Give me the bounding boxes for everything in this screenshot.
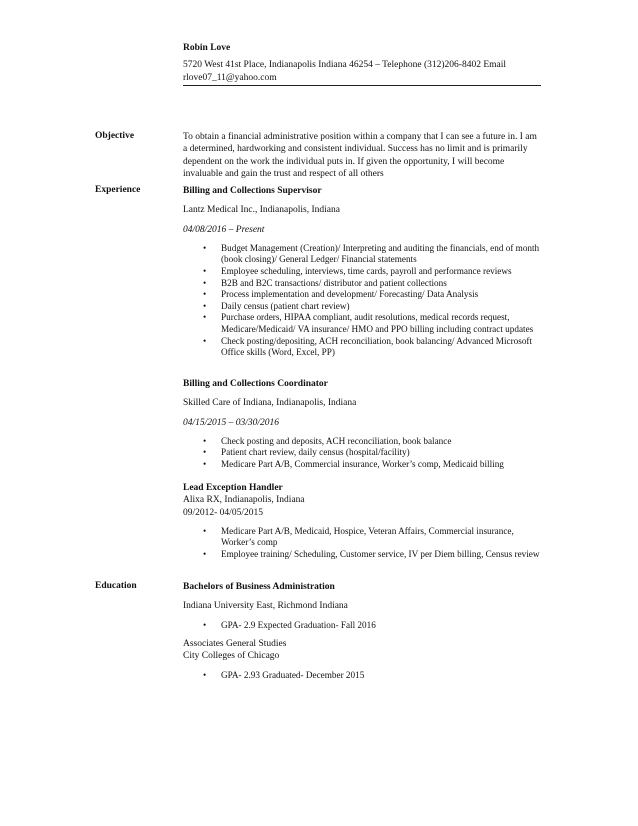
list-item: • GPA- 2.9 Expected Graduation- Fall 2016 (203, 619, 376, 630)
job-entry (183, 378, 543, 471)
education-details (183, 620, 543, 632)
contact-info: 5720 West 41st Place, Indianapolis Indiana 46254 – Telephone (312)206-8402 Email rlove07_11@yahoo.com (183, 60, 507, 83)
job-company: Alixa RX, Indianapolis, Indiana (183, 495, 305, 506)
bullet-icon: • (203, 459, 207, 470)
list-item: • Purchase orders, HIPAA compliant, audit resolutions, medical records request, Medicare/Medicaid/ VA insurance/ HMO and PPO billing including contract updates (203, 312, 534, 335)
bullet-icon: • (203, 525, 207, 536)
education-label: Education (95, 581, 137, 591)
bullet-icon: • (203, 549, 207, 560)
header-divider (183, 85, 541, 86)
bullet-icon: • (203, 435, 207, 446)
job-entry (183, 185, 543, 359)
job-title: Billing and Collections Coordinator (183, 379, 328, 389)
list-item: • Check posting/depositing, ACH reconciliation, book balancing/ Advanced Microsoft Office skills (Word, Excel, PP) (203, 335, 533, 358)
bullet-icon: • (203, 619, 207, 630)
objective-label: Objective (95, 131, 135, 141)
bullet-icon: • (203, 335, 207, 346)
list-item: • Check posting and deposits, ACH reconciliation, book balance (203, 435, 452, 446)
job-dates: 04/08/2016 – Present (183, 224, 265, 235)
job-duties (183, 243, 543, 359)
list-item: • Employee scheduling, interviews, time cards, payroll and performance reviews (203, 266, 512, 277)
experience-label: Experience (95, 185, 141, 195)
bullet-icon: • (203, 289, 207, 300)
school-name-2: City Colleges of Chicago (183, 651, 280, 662)
list-item: • B2B and B2C transactions/ distributor and patient collections (203, 277, 447, 288)
list-item: • Patient chart review, daily census (hospital/facility) (203, 447, 410, 458)
degree-title: Bachelors of Business Administration (183, 582, 335, 592)
job-title: Lead Exception Handler (183, 483, 283, 493)
bullet-icon: • (203, 300, 207, 311)
applicant-name: Robin Love (183, 43, 231, 53)
list-item: • Medicare Part A/B, Commercial insurance, Worker’s comp, Medicaid billing (203, 459, 504, 470)
list-item: • GPA- 2.93 Graduated- December 2015 (203, 669, 365, 680)
job-company: Skilled Care of Indiana, Indianapolis, Indiana (183, 398, 357, 409)
bullet-icon: • (203, 277, 207, 288)
job-entry (183, 482, 543, 561)
bullet-icon: • (203, 312, 207, 323)
list-item: • Employee training/ Scheduling, Customer service, IV per Diem billing, Census review (203, 549, 540, 560)
job-duties (183, 526, 543, 561)
education-entry (183, 581, 543, 681)
job-company: Lantz Medical Inc., Indianapolis, Indiana (183, 205, 340, 216)
job-title: Billing and Collections Supervisor (183, 186, 322, 196)
bullet-icon: • (203, 669, 207, 680)
bullet-icon: • (203, 242, 207, 253)
list-item: • Budget Management (Creation)/ Interpreting and auditing the financials, end of month (book closing)/ General Ledger/ Financial statements (203, 242, 540, 265)
bullet-icon: • (203, 447, 207, 458)
list-item: • Process implementation and development/ Forecasting/ Data Analysis (203, 289, 479, 300)
objective-text: To obtain a financial administrative position within a company that I can see a future in. I am a determined, hardworking and consistent individual. Success has no limit and is primarily dependent on the work the individual puts in. If given the opportunity, I will become invaluable and gain the trust and respect of all others (183, 132, 537, 179)
bullet-icon: • (203, 266, 207, 277)
job-dates: 04/15/2015 – 03/30/2016 (183, 417, 280, 428)
list-item: • Daily census (patient chart review) (203, 300, 350, 311)
list-item: • Medicare Part A/B, Medicaid, Hospice, Veteran Affairs, Commercial insurance, Worker’s comp (203, 525, 514, 548)
school-name: Indiana University East, Richmond Indiana (183, 601, 348, 612)
job-duties (183, 436, 543, 471)
education-details-2 (183, 670, 543, 682)
associates-degree: Associates General Studies (183, 639, 287, 650)
job-dates: 09/2012- 04/05/2015 (183, 507, 263, 518)
